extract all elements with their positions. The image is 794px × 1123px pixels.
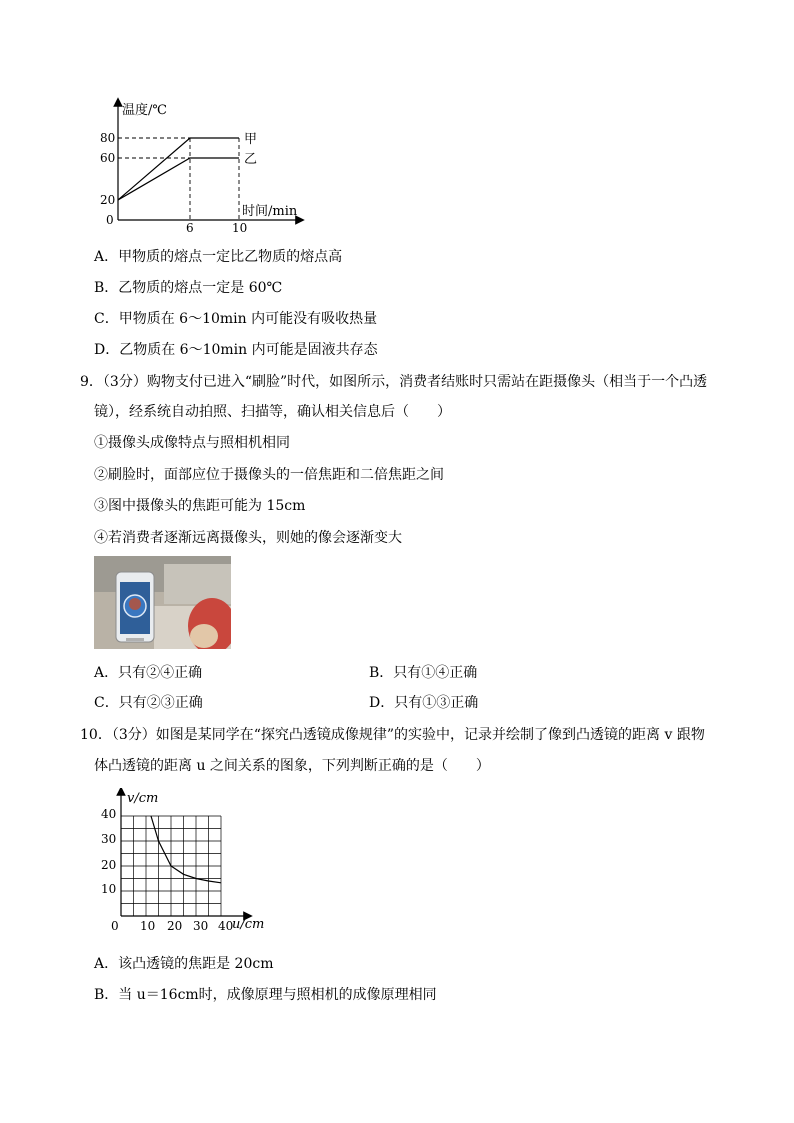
q10-option-b[interactable]: B．当 u＝16cm时，成像原理与照相机的成像原理相同 — [94, 987, 437, 1003]
series-jia — [118, 138, 239, 200]
y-tick-40: 40 — [101, 807, 117, 821]
y-axis-title: 温度/℃ — [122, 103, 167, 118]
q8-option-b[interactable]: B．乙物质的熔点一定是 60℃ — [94, 280, 283, 296]
q10-option-a[interactable]: A．该凸透镜的焦距是 20cm — [94, 956, 274, 972]
face-payment-photo — [94, 556, 231, 649]
q9-option-b[interactable]: B．只有①④正确 — [369, 665, 478, 681]
q9-statement-2: ②刷脸时，面部应位于摄像头的一倍焦距和二倍焦距之间 — [94, 467, 444, 483]
x-tick-10: 10 — [232, 221, 248, 235]
x-axis-title: u/cm — [232, 917, 265, 932]
q9-statement-3: ③图中摄像头的焦距可能为 15cm — [94, 498, 306, 514]
v-u-chart — [100, 788, 270, 936]
q8-option-d[interactable]: D．乙物质在 6～10min 内可能是固液共存态 — [94, 342, 378, 358]
x-axis-title: 时间/min — [242, 204, 298, 219]
y-tick-20: 20 — [100, 193, 116, 207]
x-tick-20: 20 — [167, 919, 183, 933]
y-tick-30: 30 — [101, 832, 117, 846]
x-tick-30: 30 — [193, 919, 209, 933]
q10-stem-line1: 10．（3分）如图是某同学在“探究凸透镜成像规律”的实验中，记录并绘制了像到凸透镜的距离 v 跟物 — [80, 727, 705, 743]
q9-statement-1: ①摄像头成像特点与照相机相同 — [94, 435, 290, 451]
q9-stem-line1: 9．（3分）购物支付已进入“刷脸”时代，如图所示，消费者结账时只需站在距摄像头（相当于一个凸透 — [80, 374, 708, 390]
q9-stem-line2: 镜），经系统自动拍照、扫描等，确认相关信息后（ ） — [94, 404, 451, 420]
series-label-jia: 甲 — [244, 132, 258, 147]
q9-option-a[interactable]: A．只有②④正确 — [94, 665, 203, 681]
x-tick-40: 40 — [218, 919, 234, 933]
q8-option-a[interactable]: A．甲物质的熔点一定比乙物质的熔点高 — [94, 249, 343, 265]
q9-option-d[interactable]: D．只有①③正确 — [369, 695, 479, 711]
y-tick-80: 80 — [100, 131, 116, 145]
v-u-curve — [151, 816, 221, 883]
series-label-yi: 乙 — [244, 152, 258, 167]
q8-option-c[interactable]: C．甲物质在 6～10min 内可能没有吸收热量 — [94, 311, 378, 327]
series-yi — [118, 158, 239, 200]
y-tick-60: 60 — [100, 151, 116, 165]
y-tick-20: 20 — [101, 858, 117, 872]
x-tick-0: 0 — [111, 919, 119, 933]
y-tick-10: 10 — [101, 882, 117, 896]
q9-option-c[interactable]: C．只有②③正确 — [94, 695, 203, 711]
y-axis-title: v/cm — [127, 791, 159, 806]
x-tick-6: 6 — [186, 221, 194, 235]
q9-statement-4: ④若消费者逐渐远离摄像头，则她的像会逐渐变大 — [94, 530, 402, 546]
x-tick-10: 10 — [140, 919, 156, 933]
q10-stem-line2: 体凸透镜的距离 u 之间关系的图象，下列判断正确的是（ ） — [94, 758, 490, 774]
temperature-time-chart — [100, 96, 310, 236]
y-tick-0: 0 — [106, 213, 114, 227]
